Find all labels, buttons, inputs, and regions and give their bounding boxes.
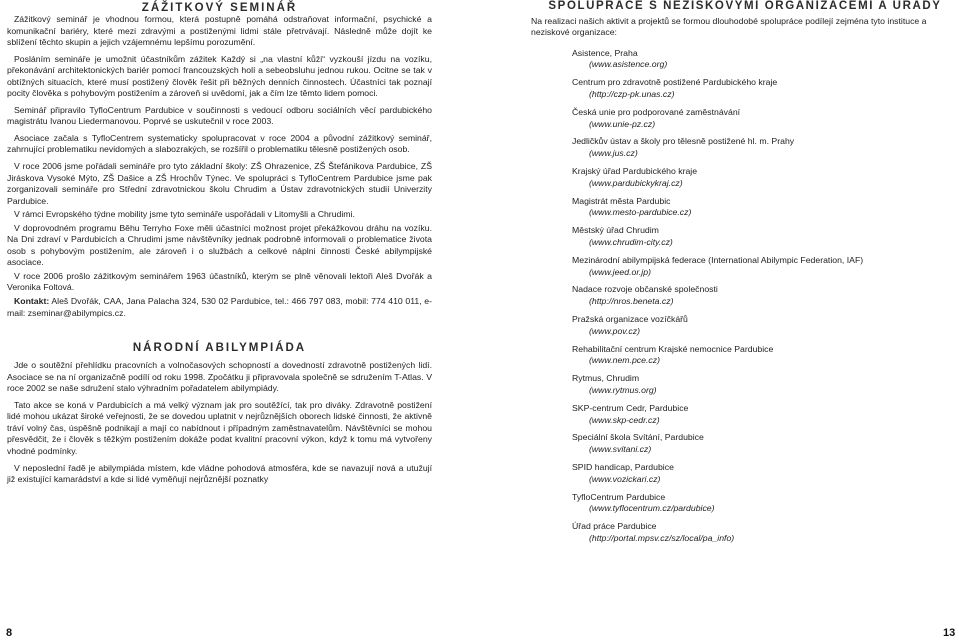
organization-item	[572, 284, 959, 308]
organization-name: Úřad práce Pardubice	[572, 521, 657, 532]
organization-item	[572, 255, 959, 279]
organization-item	[572, 314, 959, 338]
organization-name: Rytmus, Chrudim	[572, 373, 640, 384]
paragraph: Asociace začala s TyfloCentrem systematicky spolupracovat v roce 2004 a původní zážitkový seminář, zahrnující problematiku nevidomých a slabozrakých, se rozšířil o problematiku tělesně postižených osob.	[7, 132, 432, 155]
paragraph: Seminář připravilo TyfloCentrum Pardubice v součinnosti s vedoucí odboru sociálních věcí pardubického magistrátu Ivanou Liedermanovou. Poprvé se uskutečnil v roce 2003.	[7, 104, 432, 127]
organization-url: (http://czp-pk.unas.cz)	[589, 88, 675, 99]
paragraph: V roce 2006 jsme pořádali semináře pro tyto základní školy: ZŠ Ohrazenice, ZŠ Štefánikova Pardubice, ZŠ Jiráskova Vysoké Mýto, ZŠ Dašice a ZŠ Hrochův Týnec. Ve spolupráci s TyfloCentrem Pardubice jsme pak zorganizovali semináře pro Střední zdravotnickou školu Chrudim a Ústav zdravotnických studií Univerzity Pardubice.	[7, 161, 432, 206]
organization-url: (www.pov.cz)	[589, 325, 641, 336]
organization-name: Rehabilitační centrum Krajské nemocnice Pardubice	[572, 343, 774, 354]
organization-name: Nadace rozvoje občanské společnosti	[572, 284, 718, 295]
organization-name: Česká unie pro podporované zaměstnávání	[572, 106, 741, 117]
organization-url: (www.unie-pz.cz)	[589, 118, 656, 129]
organization-name: Krajský úřad Pardubického kraje	[572, 165, 698, 176]
organization-url: (www.mesto-pardubice.cz)	[589, 207, 692, 218]
paragraph: Jde o soutěžní přehlídku pracovních a volnočasových schopností a dovedností zdravotně postižených lidí. Asociace se na ní organizačně podílí od roku 1998. Zpočátku ji připravovala společně se sdružením T-Atlas. V roce 2002 se naše sdružení stalo výhradním pořadatelem abilympiády.	[7, 360, 432, 394]
organization-url: (www.chrudim-city.cz)	[589, 236, 673, 247]
section-title-spoluprace: SPOLUPRÁCE S NEZISKOVÝMI ORGANIZACEMI A ÚŘADY	[548, 0, 942, 12]
organization-item	[572, 462, 959, 486]
organization-name: TyfloCentrum Pardubice	[572, 491, 666, 502]
organization-item	[572, 196, 959, 220]
organization-url: (www.jeed.or.jp)	[589, 266, 651, 277]
organization-url: (www.asistence.org)	[589, 59, 668, 70]
paragraph: V rámci Evropského týdne mobility jsme tyto semináře uspořádali v Litomyšli a Chrudimi.	[14, 209, 355, 220]
organization-name: Městský úřad Chrudim	[572, 225, 659, 236]
paragraph: V neposlední řadě je abilympiáda místem, kde vládne pohodová atmosféra, kde se navazují nová a utužují již existující kamarádství a kde si lidé vyměňují nejrůznější poznatky	[7, 462, 432, 485]
paragraph: Tato akce se koná v Pardubicích a má velký význam jak pro soutěžící, tak pro diváky. Zdravotně postižení lidé mohou ukázat široké veřejnosti, že se dovedou uplatnit v nejrůznějších oborech lidské činnosti, že aktivně tráví volný čas, úspěšně podnikají a mají co nabídnout i případným zaměstnavatelům. Návštěvníci se mohou přesvědčit, že i člověk s těžkým postižením dokáže podat kvalitní pracovní výkon, když k tomu má vytvořeny vhodné podmínky.	[7, 399, 432, 456]
organization-name: Mezinárodní abilympijská federace (International Abilympic Federation, IAF)	[572, 254, 864, 265]
organization-name: Jedličkův ústav a školy pro tělesně postižené hl. m. Prahy	[572, 136, 795, 147]
paragraph: Zážitkový seminář je vhodnou formou, která postupně pomáhá odstraňovat informační, psychické a komunikační bariéry, které mezi zdravými a postiženými lidmi stále přetrvávají. Následně může dojít ke sblížení těchto skupin a jejich vzájemnému lepšímu porozumění.	[7, 14, 432, 48]
intro-paragraph: Na realizaci našich aktivit a projektů se formou dlouhodobé spolupráce podílejí zejména tyto instituce a neziskové organizace:	[531, 16, 927, 38]
organization-item	[572, 403, 959, 427]
organization-item	[572, 166, 959, 190]
page-number-right: 13	[943, 627, 956, 639]
organization-name: Asistence, Praha	[572, 47, 638, 58]
organization-list	[531, 48, 959, 545]
organization-url: (www.jus.cz)	[589, 148, 638, 159]
organization-item	[572, 344, 959, 368]
organization-name: SPID handicap, Pardubice	[572, 461, 674, 472]
organization-item	[572, 48, 959, 72]
right-page-column	[531, 0, 959, 551]
organization-item	[572, 492, 959, 516]
organization-name: SKP-centrum Cedr, Pardubice	[572, 402, 689, 413]
organization-url: (www.svitani.cz)	[589, 444, 652, 455]
organization-item	[572, 136, 959, 160]
organization-url: (www.vozickari.cz)	[589, 473, 661, 484]
organization-name: Speciální škola Svítání, Pardubice	[572, 432, 704, 443]
paragraph: V doprovodném programu Běhu Terryho Foxe měli účastníci možnost projet překážkovou dráhu na vozíku. Na Dni zdraví v Pardubicích a Chrudimi jsme návštěvníky jednak podrobně informovali o problematice života osob s pohybovým postižením, ale zároveň i o službách a celkové náplni činnosti České abilympijské asociace.	[7, 222, 432, 268]
left-page-column	[7, 0, 432, 488]
page-number-left: 8	[6, 627, 13, 639]
paragraph: Posláním semináře je umožnit účastníkům zážitek Každý si „na vlastní kůži“ vyzkouší jízdu na vozíku, překonávání architektonických bariér pomocí francouzských holí a sebeobsluhu jednou rukou. Ocitne se tak v obtížných situacích, které musí postižený člověk řešit při běžných denních činnostech. Účastníci tak poznají pocity člověka s pohybovým postižením a zároveň si uvědomí, jak a čím lze těmto lidem pomoci.	[7, 53, 432, 99]
organization-item	[572, 225, 959, 249]
organization-url: (www.nem.pce.cz)	[589, 355, 660, 366]
organization-item	[572, 521, 959, 545]
organization-item	[572, 77, 959, 101]
section-title-narodni-abilympiada: NÁRODNÍ ABILYMPIÁDA	[132, 342, 307, 355]
organization-item	[572, 432, 959, 456]
paragraph: V roce 2006 prošlo zážitkovým seminářem 1963 účastníků, kterým se plně věnovali lektoři Aleš Dvořák a Veronika Foltová.	[7, 270, 432, 293]
organization-url: (www.skp-cedr.cz)	[589, 414, 660, 425]
organization-name: Centrum pro zdravotně postižené Pardubického kraje	[572, 77, 778, 88]
section-title-zazitkovy-seminar: ZÁŽITKOVÝ SEMINÁŘ	[141, 2, 298, 14]
organization-item	[572, 107, 959, 131]
organization-url: (www.rytmus.org)	[589, 384, 657, 395]
contact-text: Aleš Dvořák, CAA, Jana Palacha 324, 530 02 Pardubice, tel.: 466 797 083, mobil: 774 410 011, e-mail: zseminar@abilympics.cz.	[7, 296, 432, 318]
organization-url: (www.tyflocentrum.cz/pardubice)	[589, 503, 715, 514]
contact-paragraph	[7, 296, 432, 319]
organization-name: Magistrát města Pardubic	[572, 195, 671, 206]
organization-item	[572, 373, 959, 397]
contact-label: Kontakt:	[14, 296, 50, 307]
organization-url: (www.pardubickykraj.cz)	[589, 177, 683, 188]
organization-url: (http://nros.beneta.cz)	[589, 296, 674, 307]
organization-name: Pražská organizace vozíčkářů	[572, 313, 688, 324]
organization-url: (http://portal.mpsv.cz/sz/local/pa_info)	[589, 532, 735, 543]
